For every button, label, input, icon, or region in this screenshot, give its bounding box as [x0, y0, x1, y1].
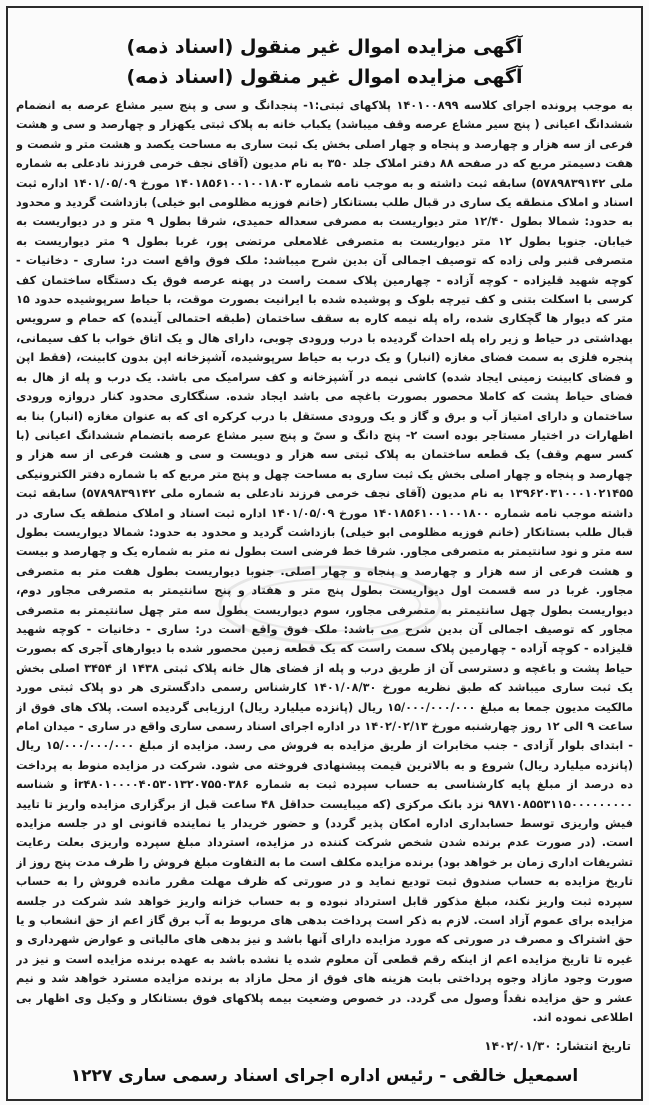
publication-date: تاریخ انتشار: ۱۴۰۲/۰۱/۳۰ [484, 1039, 631, 1053]
notice-title-secondary: آگهی مزایده اموال غیر منقول (اسناد ذمه) [126, 66, 523, 88]
notice-title-primary: آگهی مزایده اموال غیر منقول (اسناد ذمه) [126, 36, 523, 58]
notice-body: به موجب پرونده اجرای کلاسه ۱۴۰۱۰۰۸۹۹ پلاکهای ثبتی:۱- پنجدانگ و سی و پنج سیر مشاع عرصه به انضمام ششدانگ اعیانی ( پنج سیر مشاع عرصه وقف میباشد) یکباب خانه به پلاک ثبتی یکهزار و چهارصد و سی و هشت فرعی از سه هزار و چهارصد و پنجاه و چهار اصلی بخش یک ثبت ساری به مساحت یکصد و هشت متر و شصت و هفت دسیمتر مربع که در صفحه ۸۸ دفتر املاک جلد ۳۵۰ به نام مدیون (آقای نجف خرمی فرزند نادعلی به شماره ملی ۵۷۸۹۸۳۹۱۴۲) سابقه ثبت داشته و به موجب نامه شماره ۱۴۰۱۸۵۶۱۰۰۱۰۰۱۸۰۳ مورخ ۱۴۰۱/۰۵/۰۹ اداره ثبت اسناد و املاک منطقه یک ساری در قبال طلب بستانکار (خانم فوزیه مظلومی ابو خیلی) بازداشت گردید و محدود به حدود: شمالا بطول ۱۲/۴۰ متر دیواریست به مصرفی سعداله حمیدی، شرقا بطول ۹ متر و در دیواریست به خیابان. جنوبا بطول ۱۲ متر دیواریست به متصرفی غلامعلی مرتضی پور، غربا بطول ۹ متر دیواریست به متصرفی قنبر ولی زاده که توصیف اجمالی آن بدین شرح میباشد: ملک فوق واقع است در: ساری - دخانیات - کوچه شهید قلیزاده - کوچه آزاده - چهارمین پلاک سمت راست در پهنه عرصه فوق یک دستگاه ساختمان کف کرسی با اسکلت بتنی و کف تیرچه بلوک و پوشیده شده با ایرانیت بصورت موقت، با حیاط سرپوشیده حدود ۱۵ متر که دیوار ها گچکاری شده، راه پله نیمه کاره به سقف ساختمان (طبقه احتمالی آینده) که حمام و سرویس بهداشتی در حیاط و زیر راه پله احداث گردیده با درب ورودی چوبی، دارای هال و یک اتاق خواب با کف سیمانی، پنجره فلزی به سمت فضای مغازه (انبار) و یک درب به حیاط سرپوشیده، آشپزخانه اپن بدون کابینت، (فقط اپن و فضای کابینت زمینی ایجاد شده) کاشی نیمه در آشپزخانه و کف سرامیک می باشد. یک درب و پله از هال به فضای حیاط پشت که کاملا محصور بصورت باغچه می باشد ایجاد شده. سنگکاری محدود کنار دروازه ورودی ساختمان و دارای امتیاز آب و برق و گاز و یک ورودی مستقل با درب کرکره ای که به عنوان مغازه (انبار) بنا به اظهارات در اختیار مستاجر بوده است ۲- پنج دانگ و سیّ و پنج سیر مشاع عرصه باتضمام ششدانگ اعیانی (با کسر سهم وقف) یک قطعه ساختمان به پلاک ثبتی سه هزار و دویست و سی و هشت فرعی از سه هزار و چهارصد و پنجاه و چهار اصلی بخش یک ثبت ساری به مساحت چهل و پنج متر مربع که با شماره دفتر الکترونیکی ۱۳۹۶۲۰۳۱۰۰۰۱۰۲۱۴۵۵ به نام مدیون (آقای نجف خرمی فرزند نادعلی به شماره ملی ۵۷۸۹۸۳۹۱۴۲) سابقه ثبت داشته موجب نامه شماره ۱۴۰۱۸۵۶۱۰۰۱۰۰۱۸۰۰ مورخ ۱۴۰۱/۰۵/۰۹ اداره ثبت اسناد و املاک منطقه یک ساری در قبال طلب بستانکار (خانم فوزیه مظلومی ابو خیلی) بازداشت گردید و محدود به حدود: شمالا دیواریست بطول سه متر و نود سانتیمتر به متصرفی مجاور. شرقا خط فرضی است بطول نه متر به شماره یک و چهارصد و بیست و هشت فرعی از سه هزار و چهارصد و پنجاه و چهار اصلی. جنوبا دیواریست بطول هفت متر به متصرفی مجاور. غربا در سه قسمت اول دیواریست بطول پنج متر و هفتاد و پنج سانتیمتر به متصرفی مجاور دوم، دیواریست بطول چهل سانتیمتر به متصرفی مجاور، سوم دیواریست بطول سه متر چهل سانتیمتر به متصرفی مجاور که توصیف اجمالی آن بدین شرح می باشد: ملک فوق واقع است در: ساری - دخانیات - کوچه شهید قلیزاده - کوچه آزاده - چهارمین پلاک سمت راست که یک قطعه زمین محصور شده با دیوارهای آجری که بصورت حیاط پشت و باغچه و دسترسی آن از طریق درب و پله از فضای هال خانه پلاک ثبتی ۱۴۳۸ از ۳۴۵۴ اصلی بخش یک ثبت ساری میباشد که طبق نظریه مورخ ۱۴۰۱/۰۸/۳۰ کارشناس رسمی دادگستری هر دو پلاک ثبتی مورد مالکیت مدیون جمعا به مبلغ ۱۵/۰۰۰/۰۰۰/۰۰۰ ریال (پانزده میلیارد ریال) ارزیابی گردیده است. پلاک های فوق از ساعت ۹ الی ۱۲ روز چهارشنبه مورخ ۱۴۰۲/۰۲/۱۳ در اداره اجرای اسناد رسمی ساری واقع در ساری - میدان امام - ابتدای بلوار آزادی - جنب مخابرات از طریق مزایده به فروش می رسد. مزایده از مبلغ ۱۵/۰۰۰/۰۰۰/۰۰۰ ریال (پانزده میلیارد ریال) شروع و به بالاترین قیمت پیشنهادی فروخته می شود. شرکت در مزایده منوط به پرداخت ده درصد از مبلغ پایه کارشناسی به حساب سپرده ثبت به شماره ir۴۸۰۱۰۰۰۰۴۰۵۳۰۱۳۲۰۷۵۵۰۳۸۶ و شناسه ۹۸۷۱۰۸۵۵۳۱۱۵۰۰۰۰۰۰۰۰۰ نزد بانک مرکزی (که میبایست حداقل ۴۸ ساعت قبل از برگزاری مزایده واریز تا تایید فیش واریزی توسط حسابداری اداره امکان پذیر گردد) و حضور خریدار یا نماینده قانونی او در جلسه مزایده است. (در صورت عدم برنده شدن شخص شرکت کننده در مزایده، استرداد مبلغ سپرده واریزی بعلت رعایت تشریفات اداری زمان بر خواهد بود) برنده مزایده مکلف است ما به التفاوت مبلغ فروش را ظرف مدت پنج روز از تاریخ مزایده به حساب صندوق ثبت تودیع نماید و در صورتی که ظرف مهلت مقرر مانده فروش را به حساب سپرده ثبت واریز نکند، مبلغ مذکور قابل استرداد نبوده و به حساب خزانه واریز خواهد شد شرکت در جلسه مزایده برای عموم آزاد است. لازم به ذکر است پرداخت بدهی های مربوط به آب برق گاز اعم از حق انشعاب و یا حق اشتراک و مصرف در صورتی که مورد مزایده دارای آنها باشد و نیز بدهی های مالیاتی و عوارض شهرداری و غیره تا تاریخ مزایده اعم از اینکه رقم قطعی آن معلوم شده یا نشده باشد به عهده برنده مزایده است و نیز در صورت وجود مازاد وجوه پرداختی بابت هزینه های فوق از محل مازاد به برنده مزایده مسترد خواهد شد و نیم عشر و حق مزایده نقداً وصول می گردد. در خصوص وضعیت بیمه پلاکهای فوق بستانکار و وکیل وی اظهار بی اطلاعی نموده اند. [16, 99, 633, 1025]
signature-line: اسمعیل خالقی - رئیس اداره اجرای اسناد رسمی ساری ۱۲۲۷ [70, 1066, 579, 1086]
